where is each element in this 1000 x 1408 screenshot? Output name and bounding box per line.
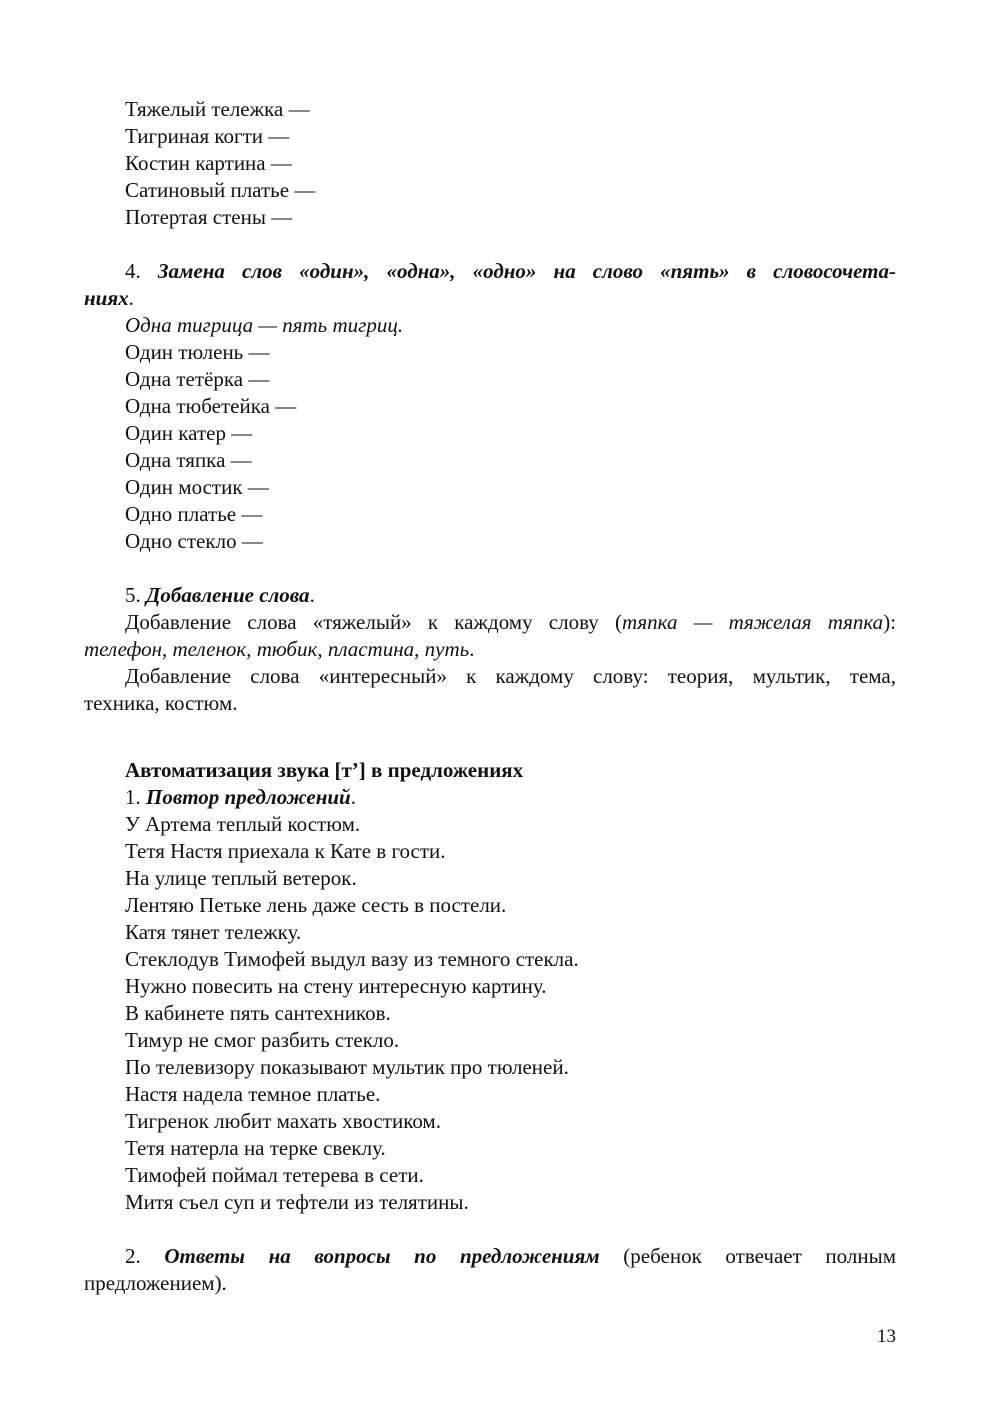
task-title: Замена слов «один», «одна», «одно» на слово «пять» в словосочета- <box>157 259 897 283</box>
example: тяпка — тяжелая тяпка <box>622 610 884 634</box>
sentence: Катя тянет тележку. <box>125 920 302 944</box>
page-number: 13 <box>877 1326 896 1347</box>
task-5 <box>84 582 896 717</box>
list-item: Потертая стены — <box>125 205 293 229</box>
document-page <box>84 96 896 1297</box>
list-item: Костин картина — <box>125 151 292 175</box>
list-item: Тяжелый тележка — <box>125 97 310 121</box>
sentence: Тетя натерла на терке свеклу. <box>125 1136 386 1160</box>
sentence: По телевизору показывают мультик про тюленей. <box>125 1055 569 1079</box>
task-2-heading-cont: предложением). <box>84 1271 227 1295</box>
section-heading: Автоматизация звука [т’] в предложениях <box>125 758 524 782</box>
task-2-heading: 2. Ответы на вопросы по предложениям (ребенок отвечает полным <box>125 1244 896 1268</box>
list-item: Одно стекло — <box>125 529 263 553</box>
sentence: Тетя Настя приехала к Кате в гости. <box>125 839 446 863</box>
task-5-heading: 5. Добавление слова. <box>125 583 315 607</box>
task-4-heading-cont: ниях. <box>84 286 134 310</box>
sentence: Стеклодув Тимофей выдул вазу из темного стекла. <box>125 947 579 971</box>
task-number: 5. <box>125 583 141 607</box>
sentence: На улице теплый ветерок. <box>125 866 357 890</box>
list-item: Тигриная когти — <box>125 124 290 148</box>
task-number: 1. <box>125 785 141 809</box>
task-number: 4. <box>125 259 141 283</box>
list-item: Один катер — <box>125 421 253 445</box>
task-4 <box>84 258 896 555</box>
task-number: 2. <box>125 1244 141 1268</box>
task-1-heading: 1. Повтор предложений. <box>125 785 356 809</box>
paragraph: Добавление слова «тяжелый» к каждому слову (тяпка — тяжелая тяпка): <box>125 610 897 634</box>
sentence: Митя съел суп и тефтели из телятины. <box>125 1190 469 1214</box>
task-title: Ответы на вопросы по предложениям <box>164 1244 600 1268</box>
sentence: Настя надела темное платье. <box>125 1082 381 1106</box>
adjective-noun-list <box>84 96 896 231</box>
example: Одна тигрица — пять тигриц. <box>125 313 404 337</box>
list-item: Один тюлень — <box>125 340 270 364</box>
sentence: Тимур не смог разбить стекло. <box>125 1028 400 1052</box>
list-item: Одна тетёрка — <box>125 367 270 391</box>
list-item: Сатиновый платье — <box>125 178 316 202</box>
list-item: Одно платье — <box>125 502 263 526</box>
sentence: У Артема теплый костюм. <box>125 812 361 836</box>
list-item: Один мостик — <box>125 475 269 499</box>
sentence: Нужно повесить на стену интересную картину. <box>125 974 547 998</box>
sentence: Лентяю Петьке лень даже сесть в постели. <box>125 893 507 917</box>
word-list: телефон, теленок, тюбик, пластина, путь. <box>84 637 475 661</box>
sentences-section <box>84 757 896 1297</box>
task-title: Добавление слова <box>146 583 310 607</box>
sentence: В кабинете пять сантехников. <box>125 1001 391 1025</box>
paragraph-cont: техника, костюм. <box>84 691 238 715</box>
list-item: Одна тяпка — <box>125 448 252 472</box>
sentence: Тимофей поймал тетерева в сети. <box>125 1163 424 1187</box>
sentence: Тигренок любит махать хвостиком. <box>125 1109 441 1133</box>
task-title: Повтор предложений <box>146 785 351 809</box>
task-title-cont: ниях <box>84 286 129 310</box>
task-4-heading <box>84 258 896 285</box>
list-item: Одна тюбетейка — <box>125 394 297 418</box>
paragraph: Добавление слова «интересный» к каждому слову: теория, мультик, тема, <box>125 664 896 688</box>
